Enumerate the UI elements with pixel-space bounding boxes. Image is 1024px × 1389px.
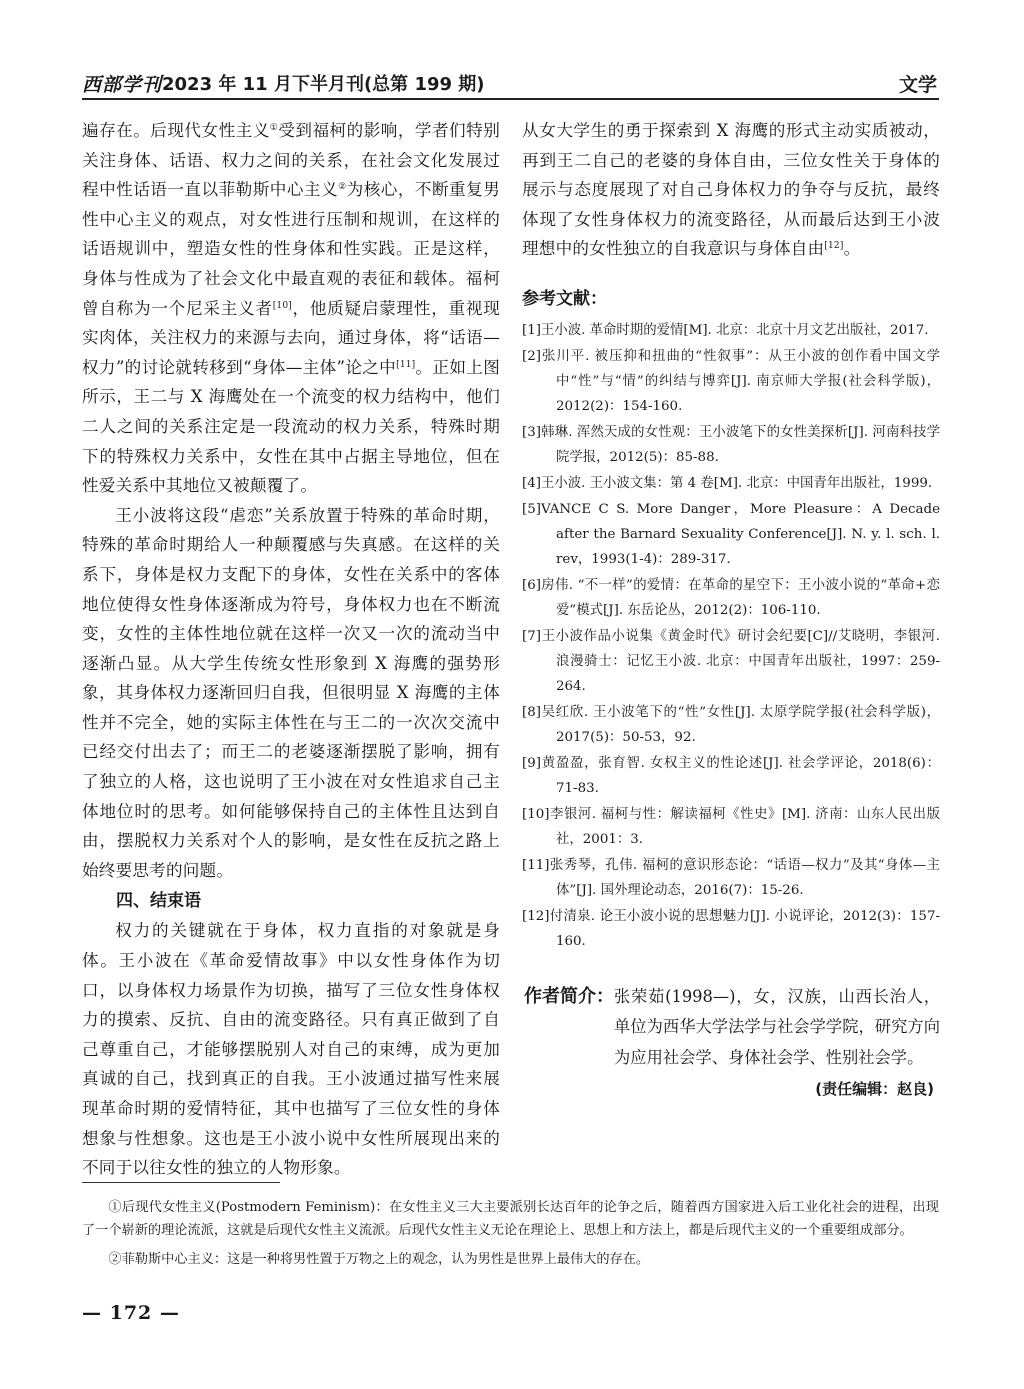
author-bio <box>522 982 940 1074</box>
responsible-editor: (责任编辑：赵良) <box>815 1080 934 1099</box>
reference-item: [2]张川平. 被压抑和扭曲的“性叙事”：从王小波的创作看中国文学中“性”与“情”的纠结与博弈[J]. 南京师大学报(社会科学版)，2012(2)：154-160. <box>522 348 940 414</box>
reference-item: [10]李银河. 福柯与性：解读福柯《性史》[M]. 济南：山东人民出版社，2001：3. <box>522 806 940 847</box>
footnote: ①后现代女性主义(Postmodern Feminism)：在女性主义三大主要派别长达百年的论争之后，随着西方国家进入后工业化社会的进程，出现了一个崭新的理论流派，这就是后现代女性主义流派。后现代女性主义无论在理论上、思想上和方法上，都是后现代主义的一个重要组成部分。 <box>82 1200 939 1238</box>
reference-item: [12]付清泉. 论王小波小说的思想魅力[J]. 小说评论，2012(3)：157-160. <box>522 908 940 949</box>
body-paragraph: 遍存在。后现代女性主义①受到福柯的影响，学者们特别关注身体、话语、权力之间的关系，在社会文化发展过程中性话语一直以菲勒斯中心主义②为核心，不断重复男性中心主义的观点，对女性进行压制和规训，在这样的话语规训中，塑造女性的性身体和性实践。正是这样，身体与性成为了社会文化中最直观的表征和载体。福柯曾自称为一个尼采主义者[10]，他质疑启蒙理性，重视现实肉体，关注权力的来源与去向，通过身体，将“话语—权力”的讨论就转移到“身体—主体”论之中[11]。正如上图所示，王二与 X 海鹰处在一个流变的权力结构中，他们二人之间的关系注定是一段流动的权力关系，特殊时期下的特殊权力关系中，女性在其中占据主导地位，但在性爱关系中其地位又被颠覆了。 <box>82 121 500 496</box>
citation-mark: [12] <box>824 241 844 252</box>
author-text: 张荣茹(1998—)，女，汉族，山西长治人，单位为西华大学法学与社会学学院，研究方向为应用社会学、身体社会学、性别社会学。 <box>614 986 940 1067</box>
left-column <box>82 116 500 1183</box>
section-name: 文学 <box>898 74 937 96</box>
footnote: ②菲勒斯中心主义：这是一种将男性置于万物之上的观念，认为男性是世界上最伟大的存在。 <box>108 1252 650 1267</box>
body-paragraph: 王小波将这段“虐恋”关系放置于特殊的革命时期，特殊的革命时期给人一种颠覆感与失真感。在这样的关系下，身体是权力支配下的身体，女性在关系中的客体地位使得女性身体逐渐成为符号，身体权力也在不断流变，女性的主体性地位就在这样一次又一次的流动当中逐渐凸显。从大学生传统女性形象到 X 海鹰的强势形象，其身体权力逐渐回归自我，但很明显 X 海鹰的主体性并不完全，她的实际主体性在与王二的一次次交流中已经交付出去了；而王二的老婆逐渐摆脱了影响，拥有了独立的人格，这也说明了王小波在对女性追求自己主体地位时的思考。如何能够保持自己的主体性且达到自由，摆脱权力关系对个人的影响，是女性在反抗之路上始终要思考的问题。 <box>82 505 500 880</box>
footnote-rule <box>82 1182 280 1183</box>
header-rule <box>82 98 939 100</box>
right-column <box>522 116 940 1099</box>
footnote-mark: ② <box>338 182 347 193</box>
author-label: 作者简介： <box>524 985 614 1007</box>
issue-info: 2023 年 11 月下半月刊(总第 199 期) <box>162 74 485 95</box>
citation-mark: [10] <box>272 300 292 311</box>
reference-item: [1]王小波. 革命时期的爱情[M]. 北京：北京十月文艺出版社，2017. <box>522 322 929 338</box>
section-heading: 四、结束语 <box>116 891 201 912</box>
footnote-mark: ① <box>269 123 279 133</box>
page-header <box>82 66 939 100</box>
page-number: — 172 — <box>82 1302 180 1324</box>
reference-item: [3]韩琳. 浑然天成的女性观：王小波笔下的女性美探析[J]. 河南科技学院学报，2012(5)：85-88. <box>522 424 940 465</box>
reference-item: [9]黄盈盈，张育智. 女权主义的性论述[J]. 社会学评论，2018(6)：71-83. <box>522 755 940 796</box>
citation-mark: [11] <box>396 359 416 370</box>
body-paragraph: 权力的关键就在于身体，权力直指的对象就是身体。王小波在《革命爱情故事》中以女性身体作为切口，以身体权力场景作为切换，描写了三位女性身体权力的摸索、反抗、自由的流变路径。只有真正做到了自己尊重自己，才能够摆脱别人对自己的束缚，成为更加真诚的自己，找到真正的自我。王小波通过描写性来展现革命时期的爱情特征，其中也描写了三位女性的身体想象与性想象。这也是王小波小说中女性所展现出来的不同于以往女性的独立的人物形象。 <box>82 921 500 1178</box>
journal-logo: 西部学刊 <box>82 74 163 96</box>
reference-item: [8]吴红欣. 王小波笔下的“性”女性[J]. 太原学院学报(社会科学版)，2017(5)：50-53，92. <box>522 704 940 745</box>
reference-item: [5]VANCE C S. More Danger，More Pleasure：A Decade after the Barnard Sexuality Conference[J]. N. y. l. sch. l. rev，1993(1-4)：289-317. <box>522 501 940 567</box>
footnotes <box>82 1196 939 1277</box>
body-paragraph: 从女大学生的勇于探索到 X 海鹰的形式主动实质被动，再到王二自己的老婆的身体自由，三位女性关于身体的展示与态度展现了对自己身体权力的争夺与反抗，最终体现了女性身体权力的流变路径，从而最后达到王小波理想中的女性独立的自我意识与身体自由[12]。 <box>522 121 940 259</box>
reference-item: [11]张秀琴，孔伟. 福柯的意识形态论：“话语—权力”及其“身体—主体”[J]. 国外理论动态，2016(7)：15-26. <box>522 857 940 898</box>
references-list <box>522 318 940 954</box>
reference-item: [7]王小波作品小说集《黄金时代》研讨会纪要[C]//艾晓明，李银河. 浪漫骑士：记忆王小波. 北京：中国青年出版社，1997：259-264. <box>522 628 940 694</box>
references-title: 参考文献： <box>522 288 607 309</box>
reference-item: [6]房伟. “不一样”的爱情：在革命的星空下：王小波小说的“革命+恋爱”模式[J]. 东岳论丛，2012(2)：106-110. <box>522 577 940 618</box>
reference-item: [4]王小波. 王小波文集：第 4 卷[M]. 北京：中国青年出版社，1999. <box>522 475 933 491</box>
